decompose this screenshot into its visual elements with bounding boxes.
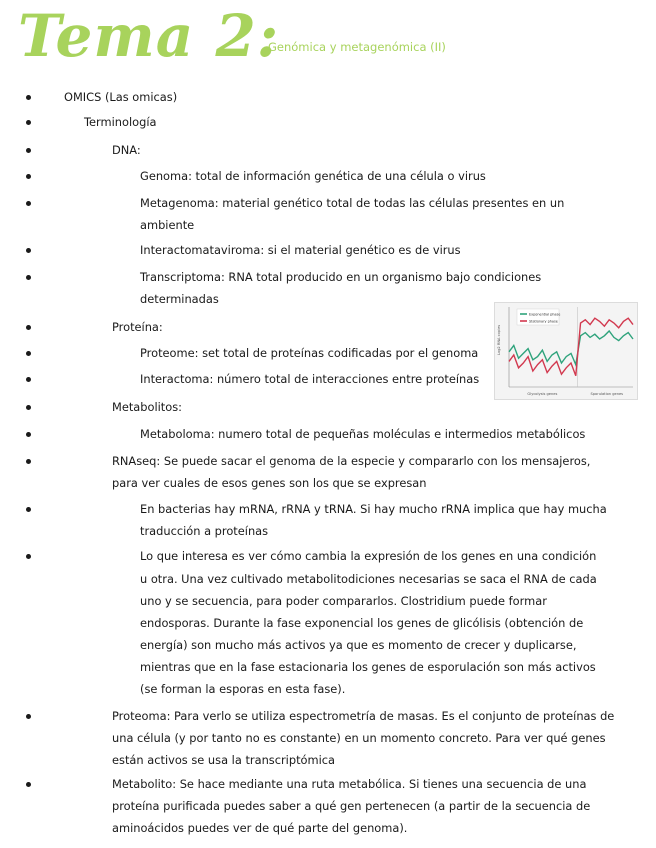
bullet-icon xyxy=(26,201,31,206)
list-item-continuation: proteína purificada puedes saber a qué gen pertenecen (a partir de la secuencia de xyxy=(112,799,591,813)
bullet-icon xyxy=(26,248,31,253)
list-item-text: En bacterias hay mRNA, rRNA y tRNA. Si hay mucho rRNA implica que hay mucha xyxy=(140,502,607,516)
list-item-continuation: u otra. Una vez cultivado metabolitodiciones necesarias se saca el RNA de cada xyxy=(140,572,597,586)
bullet-icon xyxy=(26,782,31,787)
bullet-icon xyxy=(26,432,31,437)
x-group-label-1: Sporulation genes xyxy=(590,392,624,396)
list-item-text: Metabolitos: xyxy=(112,400,183,414)
bullet-icon xyxy=(26,554,31,559)
list-item-continuation: para ver cuales de esos genes son los que se expresan xyxy=(112,476,427,490)
list-item-text: Transcriptoma: RNA total producido en un organismo bajo condiciones xyxy=(140,270,542,284)
list-item-continuation: energía) son mucho más activos ya que es momento de crecer y duplicarse, xyxy=(140,638,577,652)
list-item-text: DNA: xyxy=(112,143,141,157)
bullet-icon xyxy=(26,95,31,100)
list-item-text: Proteoma: Para verlo se utiliza espectrometría de masas. Es el conjunto de proteínas de xyxy=(112,709,615,723)
x-group-label-0: Glycolysis genes xyxy=(527,392,558,396)
legend-label-1: Stationary phase xyxy=(529,319,558,324)
list-item-continuation: traducción a proteínas xyxy=(140,524,269,538)
list-item-text: Lo que interesa es ver cómo cambia la expresión de los genes en una condición xyxy=(140,549,597,563)
legend-label-0: Exponential phase xyxy=(529,312,561,317)
list-item-text: RNAseq: Se puede sacar el genoma de la especie y compararlo con los mensajeros, xyxy=(112,454,591,468)
bullet-icon xyxy=(26,325,31,330)
bullet-icon xyxy=(26,351,31,356)
series-line-1 xyxy=(509,318,633,376)
list-item-text: Proteína: xyxy=(112,320,163,334)
series-line-0 xyxy=(509,331,633,365)
page-subtitle: Genómica y metagenómica (II) xyxy=(268,40,446,54)
bullet-icon xyxy=(26,174,31,179)
list-item-text: Proteome: set total de proteínas codificadas por el genoma xyxy=(140,346,479,360)
list-item-continuation: mientras que en la fase estacionaria los genes de esporulación son más activos xyxy=(140,660,596,674)
list-item-text: Genoma: total de información genética de una célula o virus xyxy=(140,169,486,183)
expression-chart xyxy=(494,302,638,400)
list-item-continuation: determinadas xyxy=(140,292,219,306)
list-item-text: Metaboloma: numero total de pequeñas moléculas e intermedios metabólicos xyxy=(140,427,586,441)
list-item-continuation: ambiente xyxy=(140,218,195,232)
list-item-text: Metagenoma: material genético total de todas las células presentes en un xyxy=(140,196,565,210)
chart-svg xyxy=(495,303,637,399)
bullet-icon xyxy=(26,459,31,464)
list-item-continuation: (se forman la esporas en esta fase). xyxy=(140,682,346,696)
y-axis-label: Log2 RNA copies xyxy=(497,324,501,355)
bullet-icon xyxy=(26,377,31,382)
list-item-continuation: aminoácidos puedes ver de qué parte del genoma). xyxy=(112,821,408,835)
page-header xyxy=(18,2,648,76)
list-item-continuation: uno y se secuencia, para poder compararlos. Clostridium puede formar xyxy=(140,594,547,608)
list-item-continuation: endosporas. Durante la fase exponencial los genes de glicólisis (obtención de xyxy=(140,616,584,630)
list-item-continuation: una célula (y por tanto no es constante) en un momento concreto. Para ver qué genes xyxy=(112,731,606,745)
bullet-icon xyxy=(26,275,31,280)
bullet-icon xyxy=(26,405,31,410)
bullet-icon xyxy=(26,714,31,719)
bullet-icon xyxy=(26,120,31,125)
bullet-icon xyxy=(26,148,31,153)
page-title: Tema 2: xyxy=(18,2,280,70)
list-item-continuation: están activos se usa la transcriptómica xyxy=(112,753,336,767)
bullet-icon xyxy=(26,507,31,512)
list-item-text: OMICS (Las omicas) xyxy=(64,90,178,104)
list-item-text: Terminología xyxy=(84,115,157,129)
list-item-text: Interactomataviroma: si el material genético es de virus xyxy=(140,243,461,257)
list-item-text: Interactoma: número total de interacciones entre proteínas xyxy=(140,372,480,386)
list-item-text: Metabolito: Se hace mediante una ruta metabólica. Si tienes una secuencia de una xyxy=(112,777,587,791)
